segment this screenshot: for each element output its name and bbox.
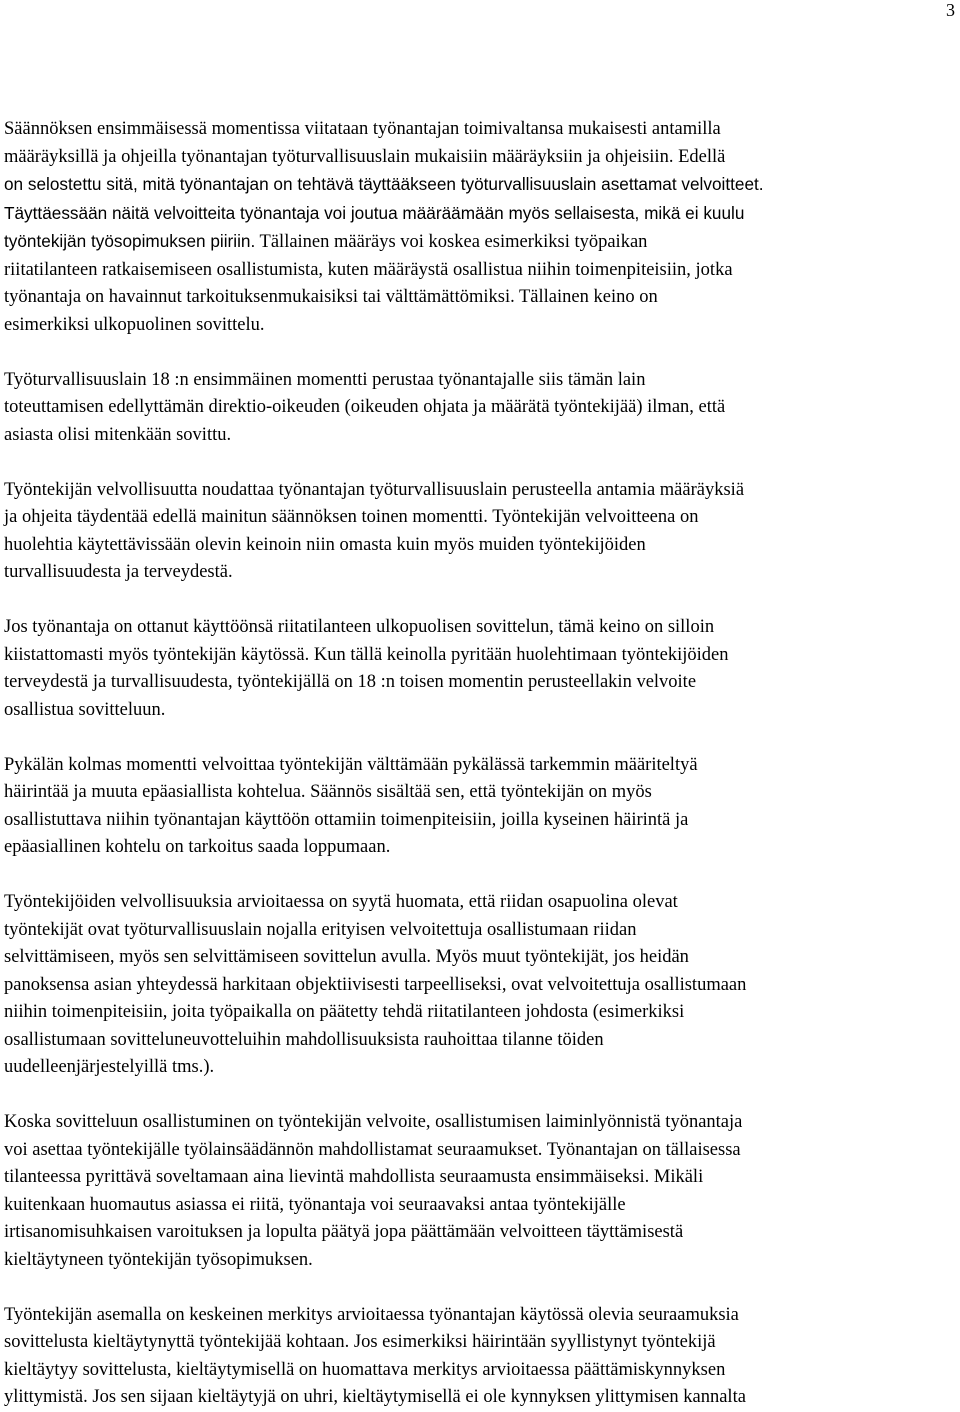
line-text: osallistua sovitteluun. xyxy=(4,699,166,720)
text-line xyxy=(4,1247,956,1275)
text-line xyxy=(4,669,956,697)
line-text: Työntekijöiden velvollisuuksia arvioitaessa on syytä huomata, että riidan osapuolina olevat xyxy=(4,892,678,912)
line-text: niihin toimenpiteisiin, joita työpaikalla on päätetty tehdä riitatilanteen johdosta (esimerkiksi xyxy=(4,1002,685,1022)
text-line xyxy=(4,1302,956,1330)
paragraph-gap xyxy=(4,1274,956,1302)
text-line xyxy=(4,1192,956,1220)
line-text: Koska sovitteluun osallistuminen on työntekijän velvoite, osallistumisen laiminlyönnistä työnantaja xyxy=(4,1112,743,1132)
paragraph xyxy=(4,1302,956,1412)
line-text: Jos työnantaja on ottanut käyttöönsä riitatilanteen ulkopuolisen sovittelun, tämä keino on silloin xyxy=(4,617,715,637)
text-line xyxy=(4,752,956,780)
text-line xyxy=(4,614,956,642)
line-text: sovittelusta kieltäytynyttä työntekijää kohtaan. Jos esimerkiksi häirintään syyllistynyt työntekijä xyxy=(4,1332,716,1352)
line-text: huolehtia käytettävissään olevin keinoin niin omasta kuin myös muiden työntekijöiden xyxy=(4,534,646,555)
text-line xyxy=(4,1054,956,1082)
line-text: häirintää ja muuta epäasiallista kohtelua. Säännös sisältää sen, että työntekijän on myös xyxy=(4,782,652,802)
line-text: työntekijän työsopimuksen piiriin. xyxy=(4,231,256,251)
text-line xyxy=(4,422,956,450)
line-text: riitatilanteen ratkaisemiseen osallistumista, kuten määräystä osallistua niihin toimenpiteisiin, jotka xyxy=(4,259,733,280)
line-text: esimerkiksi ulkopuolinen sovittelu. xyxy=(4,314,265,335)
text-line xyxy=(4,171,956,200)
line-text: kuitenkaan huomautus asiassa ei riitä, työnantaja voi seuraavaksi antaa työntekijälle xyxy=(4,1194,626,1215)
text-line xyxy=(4,1384,956,1412)
text-line xyxy=(4,779,956,807)
line-text: on selostettu sitä, mitä työnantajan on tehtävä täyttääkseen työturvallisuuslain asettamat velvoitteet. xyxy=(4,174,764,194)
line-text: selvittämiseen, myös sen selvittämiseen sovittelun avulla. Myös muut työntekijät, jos heidän xyxy=(4,947,689,967)
paragraph-gap xyxy=(4,862,956,890)
text-line xyxy=(4,200,956,229)
text-line xyxy=(4,944,956,972)
line-text: ylittymistä. Jos sen sijaan kieltäytyjä on uhri, kieltäytymisellä ei ole kynnyksen ylittymisen kannalta xyxy=(4,1387,746,1407)
line-text: Säännöksen ensimmäisessä momentissa viitataan työnantajan toimivaltansa mukaisesti antamilla xyxy=(4,119,721,139)
text-line xyxy=(4,1109,956,1137)
line-text: kieltäytyneen työntekijän työsopimuksen. xyxy=(4,1249,313,1270)
paragraph xyxy=(4,116,956,339)
text-line xyxy=(4,972,956,1000)
line-text: voi asettaa työntekijälle työlainsäädännön mahdollistamat seuraamukset. Työnantajan on tällaisessa xyxy=(4,1139,741,1160)
text-line xyxy=(4,999,956,1027)
text-line xyxy=(4,1137,956,1165)
text-line xyxy=(4,807,956,835)
line-text: osallistuttava niihin työnantajan käyttöön ottamiin toimenpiteisiin, joilla kyseinen häirintä ja xyxy=(4,809,689,830)
line-text: uudelleenjärjestelyillä tms.). xyxy=(4,1057,215,1077)
page-number: 3 xyxy=(946,0,955,20)
line-text: osallistumaan sovitteluneuvotteluihin mahdollisuuksista rauhoittaa tilanne töiden xyxy=(4,1029,604,1050)
line-text: ja ohjeita täydentää edellä mainitun säännöksen toinen momentti. Työntekijän velvoitteena on xyxy=(4,507,699,527)
paragraph-gap xyxy=(4,587,956,615)
line-text: turvallisuudesta ja terveydestä. xyxy=(4,562,233,582)
text-line xyxy=(4,697,956,725)
line-text: Työntekijän asemalla on keskeinen merkitys arvioitaessa työnantajan käytössä olevia seuraamuksia xyxy=(4,1304,739,1325)
text-line xyxy=(4,394,956,422)
line-text: Pykälän kolmas momentti velvoittaa työntekijän välttämään pykälässä tarkemmin määriteltyä xyxy=(4,754,698,775)
text-line xyxy=(4,312,956,340)
paragraph xyxy=(4,614,956,724)
text-line xyxy=(4,1027,956,1055)
paragraph xyxy=(4,367,956,450)
line-text: kiistattomasti myös työntekijän käytössä. Kun tällä keinolla pyritään huolehtimaan työntekijöiden xyxy=(4,644,729,665)
line-text: irtisanomisuhkaisen varoituksen ja lopulta päätyä jopa päättämään velvoitteen täyttämisestä xyxy=(4,1222,684,1242)
paragraph-gap xyxy=(4,724,956,752)
text-line xyxy=(4,367,956,395)
line-text: työntekijät ovat työturvallisuuslain nojalla erityisen velvoitettuja osallistumaan riidan xyxy=(4,919,637,940)
text-line xyxy=(4,1219,956,1247)
text-line xyxy=(4,642,956,670)
text-line xyxy=(4,917,956,945)
line-text-continued: Tällainen määräys voi koskea esimerkiksi työpaikan xyxy=(255,232,648,252)
text-line xyxy=(4,1164,956,1192)
text-line xyxy=(4,228,956,257)
text-line xyxy=(4,284,956,312)
line-text: kieltäytyy sovittelusta, kieltäytymisellä on huomattava merkitys arvioitaessa päättämiskynnyksen xyxy=(4,1359,726,1380)
paragraph-gap xyxy=(4,449,956,477)
paragraph xyxy=(4,889,956,1082)
text-line xyxy=(4,559,956,587)
text-line xyxy=(4,504,956,532)
line-text: epäasiallinen kohtelu on tarkoitus saada loppumaan. xyxy=(4,837,391,857)
document-body xyxy=(4,116,956,1412)
text-line xyxy=(4,144,956,172)
text-line xyxy=(4,477,956,505)
text-line xyxy=(4,1357,956,1385)
paragraph-gap xyxy=(4,339,956,367)
text-line xyxy=(4,257,956,285)
text-line xyxy=(4,1329,956,1357)
paragraph xyxy=(4,1109,956,1274)
line-text: Täyttäessään näitä velvoitteita työnantaja voi joutua määräämään myös sellaisesta, mikä ei kuulu xyxy=(4,202,745,223)
line-text: toteuttamisen edellyttämän direktio-oikeuden (oikeuden ohjata ja määrätä työntekijää) ilman, että xyxy=(4,397,726,417)
line-text: terveydestä ja turvallisuudesta, työntekijällä on 18 :n toisen momentin perusteellakin velvoite xyxy=(4,672,697,692)
text-line xyxy=(4,116,956,144)
line-text: asiasta olisi mitenkään sovittu. xyxy=(4,424,232,445)
paragraph xyxy=(4,752,956,862)
text-line xyxy=(4,532,956,560)
line-text: Työntekijän velvollisuutta noudattaa työnantajan työturvallisuuslain perusteella antamia määräyksiä xyxy=(4,479,745,500)
line-text: määräyksillä ja ohjeilla työnantajan työturvallisuuslain mukaisiin määräyksiin ja ohjeisiin. Edellä xyxy=(4,146,726,167)
text-line xyxy=(4,889,956,917)
line-text: panoksensa asian yhteydessä harkitaan objektiivisesti tarpeelliseksi, ovat velvoitettuja osallistumaan xyxy=(4,974,747,995)
paragraph-gap xyxy=(4,1082,956,1110)
line-text: tilanteessa pyrittävä soveltamaan aina lievintä mahdollista seuraamusta ensimmäiseksi. Mikäli xyxy=(4,1167,704,1187)
text-line xyxy=(4,834,956,862)
paragraph xyxy=(4,477,956,587)
line-text: työnantaja on havainnut tarkoituksenmukaisiksi tai välttämättömiksi. Tällainen keino on xyxy=(4,287,658,307)
line-text: Työturvallisuuslain 18 :n ensimmäinen momentti perustaa työnantajalle siis tämän lain xyxy=(4,369,646,390)
